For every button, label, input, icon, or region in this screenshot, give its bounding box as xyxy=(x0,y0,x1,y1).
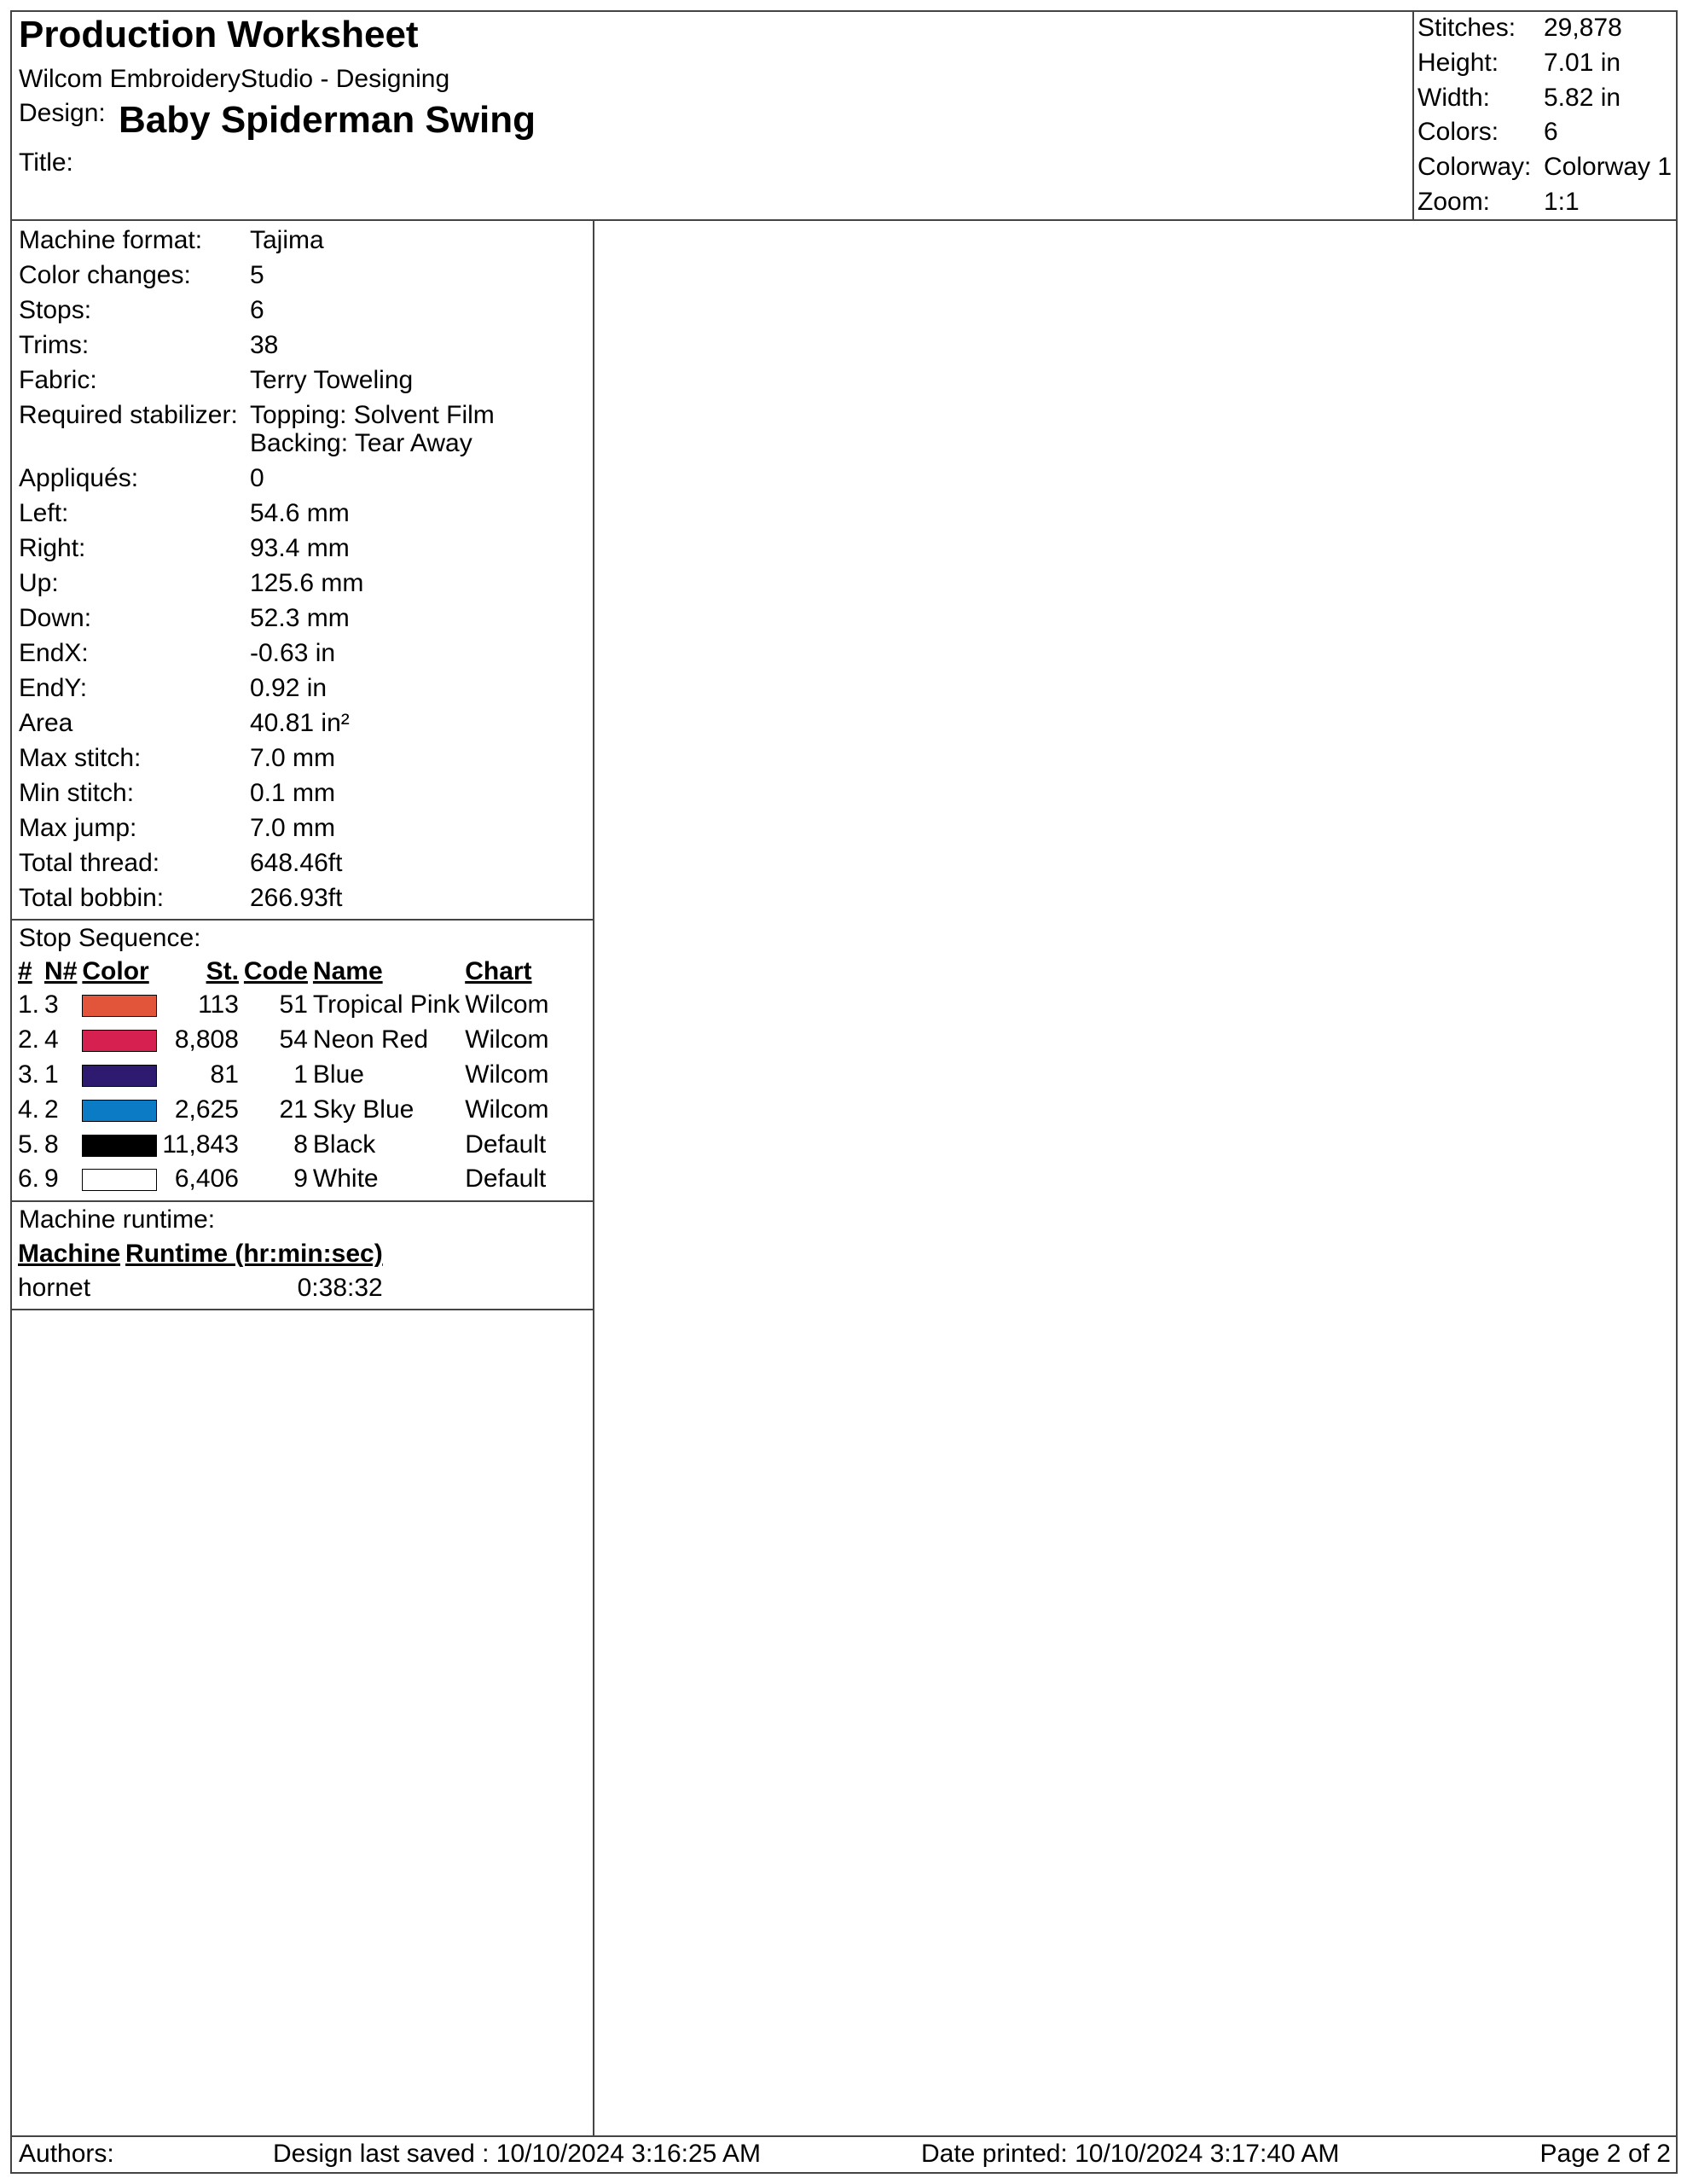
property-label: Color changes: xyxy=(19,261,191,289)
property-value-line: 52.3 mm xyxy=(250,604,350,632)
property-value xyxy=(250,569,593,597)
property-label: Fabric: xyxy=(19,366,97,394)
color-swatch xyxy=(82,1100,157,1122)
property-value-line: Terry Toweling xyxy=(250,366,414,394)
property-value xyxy=(250,464,593,492)
col-color: Color xyxy=(82,957,149,985)
property-value-line: 40.81 in² xyxy=(250,709,350,737)
stop-stitches: 81 xyxy=(210,1060,239,1089)
stop-code: 1 xyxy=(293,1060,308,1089)
property-value-line: 648.46ft xyxy=(250,849,343,877)
stop-chart: Wilcom xyxy=(465,1060,549,1089)
stop-sequence-table xyxy=(15,956,552,1197)
property-label: Trims: xyxy=(19,331,90,359)
design-name: Baby Spiderman Swing xyxy=(119,99,536,141)
worksheet-header xyxy=(12,12,1676,221)
stop-thread-name: Blue xyxy=(312,1060,364,1089)
stat-row xyxy=(1414,153,1676,188)
property-label: Total bobbin: xyxy=(19,884,165,912)
stop-needle: 9 xyxy=(44,1165,59,1194)
stop-row xyxy=(15,1162,552,1197)
color-swatch xyxy=(82,995,157,1017)
machine-runtime xyxy=(12,1202,593,1310)
stop-color-cell xyxy=(79,1127,159,1162)
stop-stitches: 8,808 xyxy=(174,1025,239,1054)
authors-label: Authors: xyxy=(19,2140,114,2168)
stop-num: 4. xyxy=(18,1095,40,1124)
stop-color-cell xyxy=(79,1162,159,1197)
property-row xyxy=(12,363,593,398)
property-row xyxy=(12,531,593,566)
property-value-line: 38 xyxy=(250,331,279,359)
property-row xyxy=(12,636,593,671)
property-row xyxy=(12,398,593,461)
property-value xyxy=(250,331,593,359)
runtime-row xyxy=(15,1271,386,1305)
property-value-line: Tajima xyxy=(250,226,324,254)
col-code: Code xyxy=(243,957,308,985)
property-value xyxy=(250,639,593,667)
property-label: Down: xyxy=(19,604,92,632)
runtime-value: 0:38:32 xyxy=(297,1273,383,1302)
stop-row xyxy=(15,988,552,1023)
stat-row xyxy=(1414,84,1676,119)
property-label: Right: xyxy=(19,534,86,562)
stop-row xyxy=(15,1092,552,1127)
property-value-line: Backing: Tear Away xyxy=(250,429,472,457)
stop-thread-name: Black xyxy=(312,1130,376,1159)
property-label: Required stabilizer: xyxy=(19,401,238,429)
stat-label: Colors: xyxy=(1417,118,1499,147)
stop-thread-name: Tropical Pink xyxy=(312,990,461,1019)
col-chart: Chart xyxy=(465,957,532,985)
stat-row xyxy=(1414,188,1676,223)
details-column xyxy=(12,221,594,2135)
property-row xyxy=(12,461,593,496)
property-label: Stops: xyxy=(19,296,92,324)
stop-chart: Wilcom xyxy=(465,1025,549,1054)
page-title: Production Worksheet xyxy=(19,14,419,55)
production-worksheet xyxy=(10,10,1678,2174)
property-row xyxy=(12,496,593,531)
stat-value: 7.01 in xyxy=(1544,48,1621,77)
stop-num: 6. xyxy=(18,1165,40,1194)
last-saved: Design last saved : 10/10/2024 3:16:25 AM xyxy=(273,2140,762,2168)
property-row xyxy=(12,671,593,706)
stop-stitches: 6,406 xyxy=(174,1165,239,1194)
machine-runtime-title: Machine runtime: xyxy=(19,1205,216,1234)
property-label: EndX: xyxy=(19,639,89,667)
stop-color-cell xyxy=(79,988,159,1023)
property-value-line: 0.92 in xyxy=(250,674,328,702)
stat-label: Height: xyxy=(1417,48,1499,77)
property-label: Max jump: xyxy=(19,814,137,842)
stop-chart: Default xyxy=(465,1130,547,1159)
stop-row xyxy=(15,1058,552,1093)
stop-row xyxy=(15,1023,552,1058)
stop-code: 9 xyxy=(293,1165,308,1194)
property-value-line: 0 xyxy=(250,464,264,492)
property-value xyxy=(250,849,593,877)
stop-needle: 4 xyxy=(44,1025,59,1054)
stop-sequence xyxy=(12,921,593,1202)
stop-thread-name: Sky Blue xyxy=(312,1095,415,1124)
stop-needle: 2 xyxy=(44,1095,59,1124)
property-value xyxy=(250,401,593,457)
property-value xyxy=(250,296,593,324)
design-preview-area xyxy=(594,221,1676,2135)
property-label: Area xyxy=(19,709,73,737)
col-needle: N# xyxy=(44,957,78,985)
property-value xyxy=(250,261,593,289)
property-label: Max stitch: xyxy=(19,744,142,772)
stop-sequence-header-row xyxy=(15,956,552,988)
date-printed: Date printed: 10/10/2024 3:17:40 AM xyxy=(921,2140,1340,2168)
software-name: Wilcom EmbroideryStudio - Designing xyxy=(19,65,450,93)
property-value xyxy=(250,226,593,254)
property-row xyxy=(12,880,593,915)
stat-row xyxy=(1414,49,1676,84)
property-value xyxy=(250,884,593,912)
col-name: Name xyxy=(312,957,383,985)
stop-num: 3. xyxy=(18,1060,40,1089)
stop-color-cell xyxy=(79,1092,159,1127)
design-stats xyxy=(1412,12,1676,219)
property-value xyxy=(250,534,593,562)
property-value-line: 7.0 mm xyxy=(250,814,336,842)
property-label: Machine format: xyxy=(19,226,203,254)
property-value-line: 125.6 mm xyxy=(250,569,364,597)
stat-value: Colorway 1 xyxy=(1544,153,1673,182)
stat-value: 5.82 in xyxy=(1544,83,1621,112)
col-machine: Machine xyxy=(18,1239,121,1268)
color-swatch xyxy=(82,1135,157,1157)
stop-num: 5. xyxy=(18,1130,40,1159)
property-value-line: -0.63 in xyxy=(250,639,336,667)
stop-color-cell xyxy=(79,1058,159,1093)
property-value-line: 266.93ft xyxy=(250,884,343,912)
property-value-line: 54.6 mm xyxy=(250,499,350,527)
page-number: Page 2 of 2 xyxy=(1539,2140,1671,2168)
stat-label: Width: xyxy=(1417,83,1491,112)
stop-code: 51 xyxy=(279,990,308,1019)
stop-code: 21 xyxy=(279,1095,308,1124)
col-runtime: Runtime (hr:min:sec) xyxy=(125,1239,383,1268)
property-row xyxy=(12,706,593,741)
property-label: Appliqués: xyxy=(19,464,139,492)
stop-code: 54 xyxy=(279,1025,308,1054)
stop-sequence-title: Stop Sequence: xyxy=(19,924,201,952)
stat-row xyxy=(1414,118,1676,153)
design-properties xyxy=(12,221,593,921)
stop-stitches: 113 xyxy=(198,990,239,1019)
worksheet-footer xyxy=(12,2135,1676,2172)
property-label: Left: xyxy=(19,499,69,527)
stat-value: 1:1 xyxy=(1544,187,1580,216)
property-value xyxy=(250,499,593,527)
stop-color-cell xyxy=(79,1023,159,1058)
property-label: EndY: xyxy=(19,674,88,702)
property-row xyxy=(12,223,593,258)
property-row xyxy=(12,775,593,810)
property-row xyxy=(12,293,593,328)
property-value-line: 7.0 mm xyxy=(250,744,336,772)
property-value-line: 6 xyxy=(250,296,264,324)
stat-label: Zoom: xyxy=(1417,187,1491,216)
property-value xyxy=(250,674,593,702)
stop-chart: Default xyxy=(465,1165,547,1194)
stat-value: 6 xyxy=(1544,118,1558,147)
property-value xyxy=(250,779,593,807)
property-value-line: Topping: Solvent Film xyxy=(250,401,495,429)
color-swatch xyxy=(82,1169,157,1191)
property-value-line: 0.1 mm xyxy=(250,779,336,807)
stop-chart: Wilcom xyxy=(465,990,549,1019)
stat-row xyxy=(1414,14,1676,49)
property-value xyxy=(250,744,593,772)
stat-value: 29,878 xyxy=(1544,14,1622,42)
stop-stitches: 11,843 xyxy=(162,1130,239,1159)
design-label: Design: xyxy=(19,99,106,127)
col-num: # xyxy=(18,957,32,985)
runtime-header-row xyxy=(15,1237,386,1271)
runtime-machine: hornet xyxy=(18,1273,91,1302)
title-label-text: Title: xyxy=(19,148,73,177)
property-row xyxy=(12,328,593,363)
stop-num: 1. xyxy=(18,990,40,1019)
property-row xyxy=(12,810,593,845)
col-stitches: St. xyxy=(206,957,239,985)
stop-needle: 8 xyxy=(44,1130,59,1159)
stat-label: Colorway: xyxy=(1417,153,1532,182)
property-row xyxy=(12,601,593,636)
stop-needle: 3 xyxy=(44,990,59,1019)
stat-label: Stitches: xyxy=(1417,14,1516,42)
property-row xyxy=(12,845,593,880)
stop-thread-name: Neon Red xyxy=(312,1025,429,1054)
color-swatch xyxy=(82,1030,157,1052)
stop-row xyxy=(15,1127,552,1162)
title-label xyxy=(19,148,73,177)
stop-chart: Wilcom xyxy=(465,1095,549,1124)
property-value xyxy=(250,604,593,632)
color-swatch xyxy=(82,1065,157,1087)
property-row xyxy=(12,258,593,293)
stop-num: 2. xyxy=(18,1025,40,1054)
property-row xyxy=(12,566,593,601)
property-label: Total thread: xyxy=(19,849,160,877)
stop-code: 8 xyxy=(293,1130,308,1159)
machine-runtime-table xyxy=(15,1237,386,1305)
stop-stitches: 2,625 xyxy=(174,1095,239,1124)
property-label: Min stitch: xyxy=(19,779,135,807)
property-label: Up: xyxy=(19,569,59,597)
property-value xyxy=(250,366,593,394)
property-value-line: 93.4 mm xyxy=(250,534,350,562)
property-value xyxy=(250,709,593,737)
property-value-line: 5 xyxy=(250,261,264,289)
stop-needle: 1 xyxy=(44,1060,59,1089)
property-value xyxy=(250,814,593,842)
stop-thread-name: White xyxy=(312,1165,379,1194)
property-row xyxy=(12,741,593,775)
